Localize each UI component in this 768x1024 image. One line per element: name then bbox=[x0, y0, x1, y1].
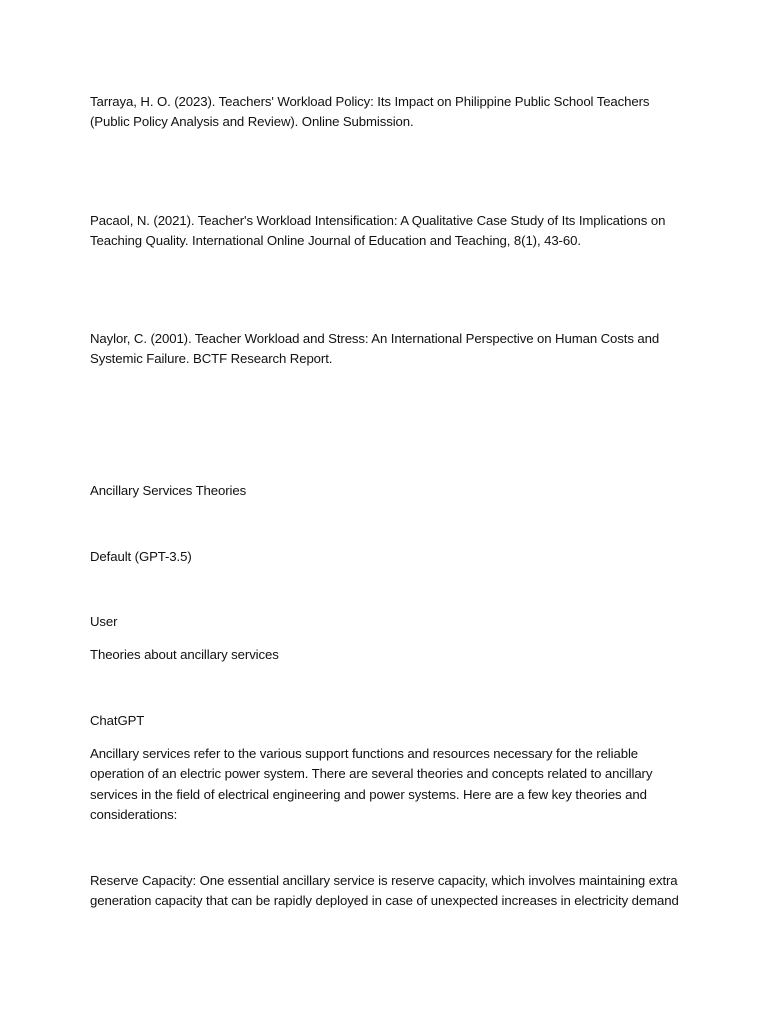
user-message: Theories about ancillary services bbox=[90, 647, 279, 662]
reserve-capacity-paragraph: Reserve Capacity: One essential ancillary service is reserve capacity, which involves maintaining extra generation capacity that can be rapidly deployed in case of unexpected increases in electricity demand bbox=[90, 873, 679, 909]
reference-tarraya: Tarraya, H. O. (2023). Teachers' Workload Policy: Its Impact on Philippine Public School Teachers (Public Policy Analysis and Review). Online Submission. bbox=[90, 94, 650, 130]
model-label: Default (GPT-3.5) bbox=[90, 549, 192, 564]
user-label: User bbox=[90, 614, 118, 629]
reference-pacaol: Pacaol, N. (2021). Teacher's Workload Intensification: A Qualitative Case Study of Its Implications on Teaching Quality. International Online Journal of Education and Teaching, 8(1), 43-60. bbox=[90, 213, 666, 249]
section-title: Ancillary Services Theories bbox=[90, 483, 247, 498]
assistant-label: ChatGPT bbox=[90, 713, 145, 728]
reference-naylor: Naylor, C. (2001). Teacher Workload and Stress: An International Perspective on Human Costs and Systemic Failure. BCTF Research Report. bbox=[90, 331, 660, 367]
assistant-intro: Ancillary services refer to the various support functions and resources necessary for the reliable operation of an electric power system. There are several theories and concepts related to ancillary services in the field of electrical engineering and power systems. Here are a few key theories and considerations: bbox=[90, 746, 653, 822]
